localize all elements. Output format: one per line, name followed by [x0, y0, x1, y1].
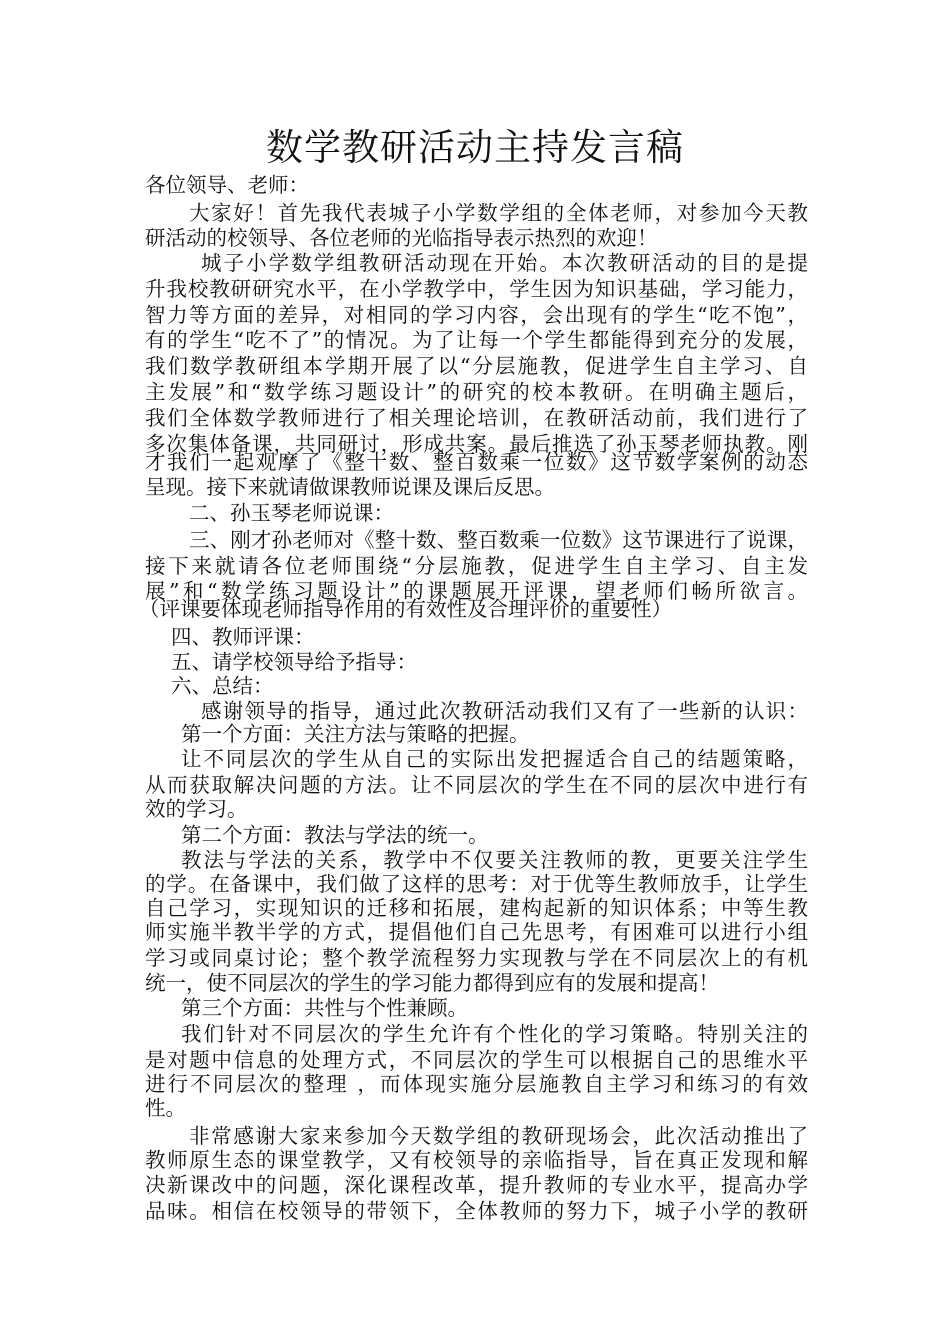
text-line: （评课要体现老师指导作用的有效性及合理评价的重要性）: [139, 597, 672, 621]
text-line: 才我们一起观摩了《整十数、整百数乘一位数》这节数学案例的动态: [145, 450, 808, 474]
text-line: 非常感谢大家来参加今天数学组的教研现场会，此次活动推出了: [189, 1124, 808, 1148]
text-line: 统一，使不同层次的学生的学习能力都得到应有的发展和提高！: [145, 971, 719, 995]
text-line: 呈现。接下来就请做课教师说课及课后反思。: [145, 475, 555, 499]
text-line: 研活动的校领导、各位老师的光临指导表示热烈的欢迎！: [145, 226, 658, 250]
text-line: 智力等方面的差异，对相同的学习内容，会出现有的学生“吃不饱”，: [145, 303, 808, 327]
text-line: 升我校教研研究水平，在小学教学中，学生因为知识基础，学习能力，: [145, 277, 808, 301]
text-line: 学习或同桌讨论；整个教学流程努力实现教与学在不同层次上的有机: [145, 946, 808, 970]
text-line: 教师原生态的课堂教学，又有校领导的亲临指导，旨在真正发现和解: [145, 1148, 808, 1172]
text-line: 让不同层次的学生从自己的实际出发把握适合自己的结题策略，: [181, 747, 808, 771]
text-line: 第二个方面：教法与学法的统一。: [181, 823, 489, 847]
text-line: 大家好！首先我代表城子小学数学组的全体老师，对参加今天教: [189, 201, 808, 225]
text-line: 第三个方面：共性与个性兼顾。: [181, 996, 468, 1020]
text-line: 主发展”和“数学练习题设计”的研究的校本教研。在明确主题后，: [145, 380, 808, 404]
text-line: 决新课改中的问题，深化课程改革，提升教师的专业水平，提高办学: [145, 1173, 808, 1197]
text-line: 效的学习。: [145, 797, 248, 821]
text-line: 多次集体备课，共同研讨，形成共案。最后推选了孙玉琴老师执教。刚: [145, 432, 808, 456]
text-line: 从而获取解决问题的方法。让不同层次的学生在不同的层次中进行有: [145, 773, 808, 797]
text-line: 展”和“数学练习题设计”的课题展开评课，望老师们畅所欲言。: [145, 579, 808, 603]
text-line: 三、刚才孙老师对《整十数、整百数乘一位数》这节课进行了说课，: [189, 528, 808, 552]
text-line: 品味。相信在校领导的带领下，全体教师的努力下，城子小学的教研: [145, 1199, 808, 1223]
text-line: 四、教师评课：: [171, 625, 315, 649]
text-line: 各位领导、老师：: [145, 173, 309, 197]
document-title: 数学教研活动主持发言稿: [266, 126, 684, 169]
text-line: 接下来就请各位老师围绕“分层施教，促进学生自主学习、自主发: [145, 554, 808, 578]
text-line: 六、总结：: [171, 674, 274, 698]
text-line: 城子小学数学组教研活动现在开始。本次教研活动的目的是提: [201, 251, 808, 275]
text-line: 进行不同层次的整理 ，而体现实施分层施教自主学习和练习的有效: [145, 1072, 808, 1096]
text-line: 有的学生“吃不了”的情况。为了让每一个学生都能得到充分的发展，: [145, 328, 808, 352]
text-line: 自己学习，实现知识的迁移和拓展，建构起新的知识体系；中等生教: [145, 896, 808, 920]
text-line: 性。: [145, 1096, 186, 1120]
text-line: 五、请学校领导给予指导：: [171, 650, 417, 674]
text-line: 教法与学法的关系，教学中不仅要关注教师的教，更要关注学生: [181, 848, 808, 872]
text-line: 是对题中信息的处理方式，不同层次的学生可以根据自己的思维水平: [145, 1048, 808, 1072]
text-line: 二、孙玉琴老师说课：: [189, 501, 394, 525]
text-line: 的学。在备课中，我们做了这样的思考：对于优等生教师放手，让学生: [145, 872, 808, 896]
text-line: 第一个方面：关注方法与策略的把握。: [181, 722, 530, 746]
text-line: 我们针对不同层次的学生允许有个性化的学习策略。特别关注的: [181, 1022, 808, 1046]
text-line: 师实施半教半学的方式，提倡他们自己先思考，有困难可以进行小组: [145, 920, 808, 944]
text-line: 感谢领导的指导，通过此次教研活动我们又有了一些新的认识：: [201, 699, 808, 723]
text-line: 我们数学教研组本学期开展了以“分层施教，促进学生自主学习、自: [145, 354, 808, 378]
text-line: 我们全体数学教师进行了相关理论培训，在教研活动前，我们进行了: [145, 406, 808, 430]
